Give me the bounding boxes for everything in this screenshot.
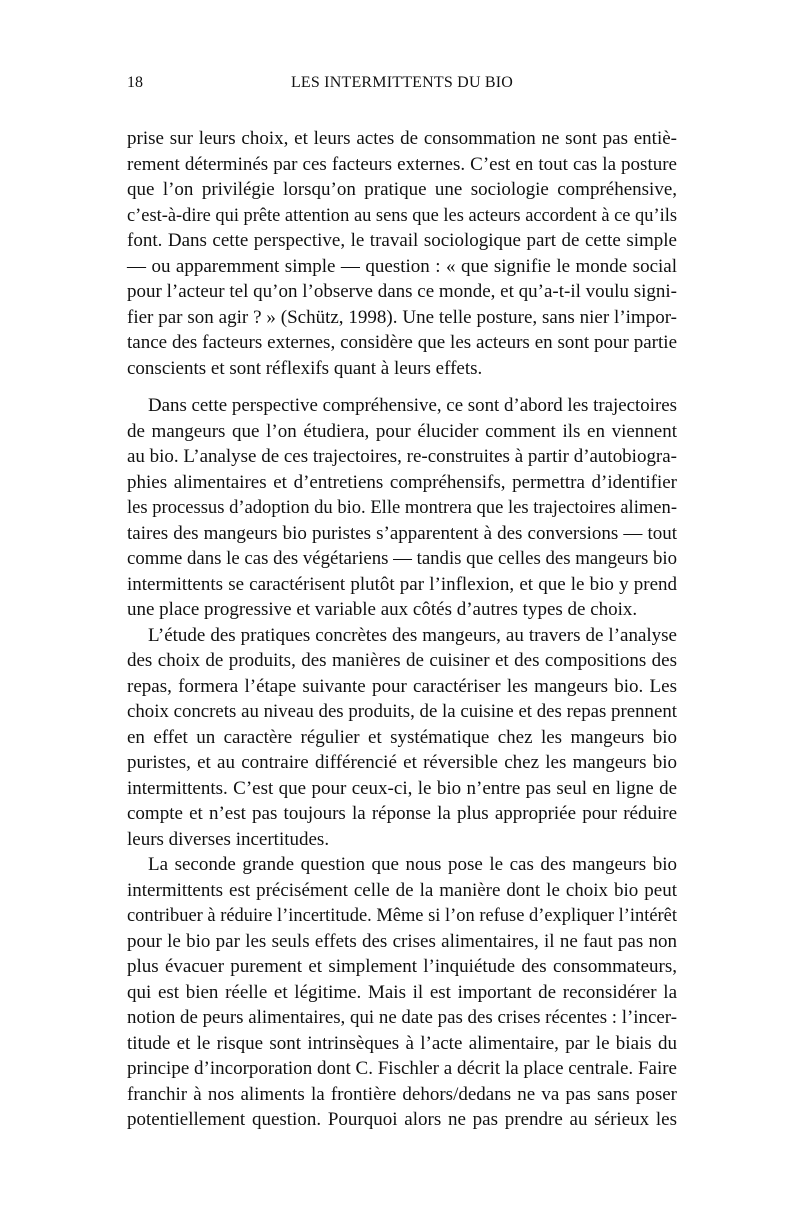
running-title: LES INTERMITTENTS DU BIO [290,74,514,91]
text-line: potentiellement question. Pourquoi alors ne pas prendre au sérieux les [127,1109,677,1130]
paragraph-1 [127,126,677,381]
text-line: conscients et sont réflexifs quant à leurs effets. [127,357,483,379]
text-line: en effet un caractère régulier et systématique chez les mangeurs bio [127,726,677,748]
text-line: principe d’incorporation dont C. Fischler a décrit la place centrale. Faire [127,1058,677,1079]
text-line: notion de peurs alimentaires, qui ne date pas des crises récentes : l’incer- [127,1007,677,1028]
running-head [127,74,677,98]
text-line: plus évacuer purement et simplement l’inquiétude des consommateurs, [127,956,677,977]
text-line: au bio. L’analyse de ces trajectoires, re-construites à partir d’autobiogra- [127,446,677,467]
text-line: pour le bio par les seuls effets des crises alimentaires, il ne faut pas non [127,930,677,952]
text-line: intermittents se caractérisent plutôt par l’inflexion, et que le bio y prend [127,573,677,595]
text-line: pour l’acteur tel qu’on l’observe dans ce monde, et qu’a-t-il voulu signi- [127,281,677,302]
text-line: titude et le risque sont intrinsèques à l’acte alimentaire, par le biais du [127,1032,677,1054]
text-line: — ou apparemment simple — question : « que signifie le monde social [127,255,677,277]
text-line: puristes, et au contraire différencié et réversible chez les mangeurs bio [127,752,677,773]
text-line: franchir à nos aliments la frontière dehors/dedans ne va pas sans poser [127,1083,677,1105]
text-line: intermittents. C’est que pour ceux-ci, le bio n’entre pas seul en ligne de [127,777,677,799]
text-line: phies alimentaires et d’entretiens compréhensifs, permettra d’identifier [127,471,677,493]
text-line: prise sur leurs choix, et leurs actes de consommation ne sont pas entiè- [127,128,677,149]
text-line: comme dans le cas des végétariens — tandis que celles des mangeurs bio [127,548,677,569]
text-line: des choix de produits, des manières de cuisiner et des compositions des [127,650,677,671]
text-line: L’étude des pratiques concrètes des mangeurs, au travers de l’analyse [148,624,677,646]
paragraph-4 [127,852,677,1133]
text-line: contribuer à réduire l’incertitude. Même si l’on refuse d’expliquer l’intérêt [127,905,677,926]
page-number: 18 [127,74,143,91]
text-line: leurs diverses incertitudes. [127,828,330,850]
text-line: repas, formera l’étape suivante pour caractériser les mangeurs bio. Les [127,675,677,697]
paragraph-2 [127,393,677,623]
body-text [127,126,677,1133]
paragraph-3 [127,623,677,853]
text-line: rement déterminés par ces facteurs externes. C’est en tout cas la posture [127,153,677,175]
text-line: qui est bien réelle et légitime. Mais il est important de reconsidérer la [127,981,677,1003]
text-line: choix concrets au niveau des produits, de la cuisine et des repas prennent [127,701,677,722]
text-line: que l’on privilégie lorsqu’on pratique une sociologie compréhensive, [127,179,677,200]
text-line: intermittents est précisément celle de la manière dont le choix bio peut [127,879,677,901]
text-line: les processus d’adoption du bio. Elle montrera que les trajectoires alimen- [127,497,677,518]
text-line: c’est-à-dire qui prête attention au sens que les acteurs accordent à ce qu’ils [127,204,677,226]
text-line: font. Dans cette perspective, le travail sociologique part de cette simple [127,230,677,251]
text-line: La seconde grande question que nous pose le cas des mangeurs bio [148,854,677,875]
text-line: de mangeurs que l’on étudiera, pour élucider comment ils en viennent [127,420,677,442]
text-line: tance des facteurs externes, considère que les acteurs en sont pour partie [127,332,677,353]
text-line: compte et n’est pas toujours la réponse la plus appropriée pour réduire [127,803,677,824]
text-line: fier par son agir ? » (Schütz, 1998). Une telle posture, sans nier l’impor- [127,306,677,328]
text-line: Dans cette perspective compréhensive, ce sont d’abord les trajectoires [148,395,677,416]
text-line: une place progressive et variable aux côtés d’autres types de choix. [127,599,638,620]
text-line: taires des mangeurs bio puristes s’apparentent à des conversions — tout [127,522,677,544]
